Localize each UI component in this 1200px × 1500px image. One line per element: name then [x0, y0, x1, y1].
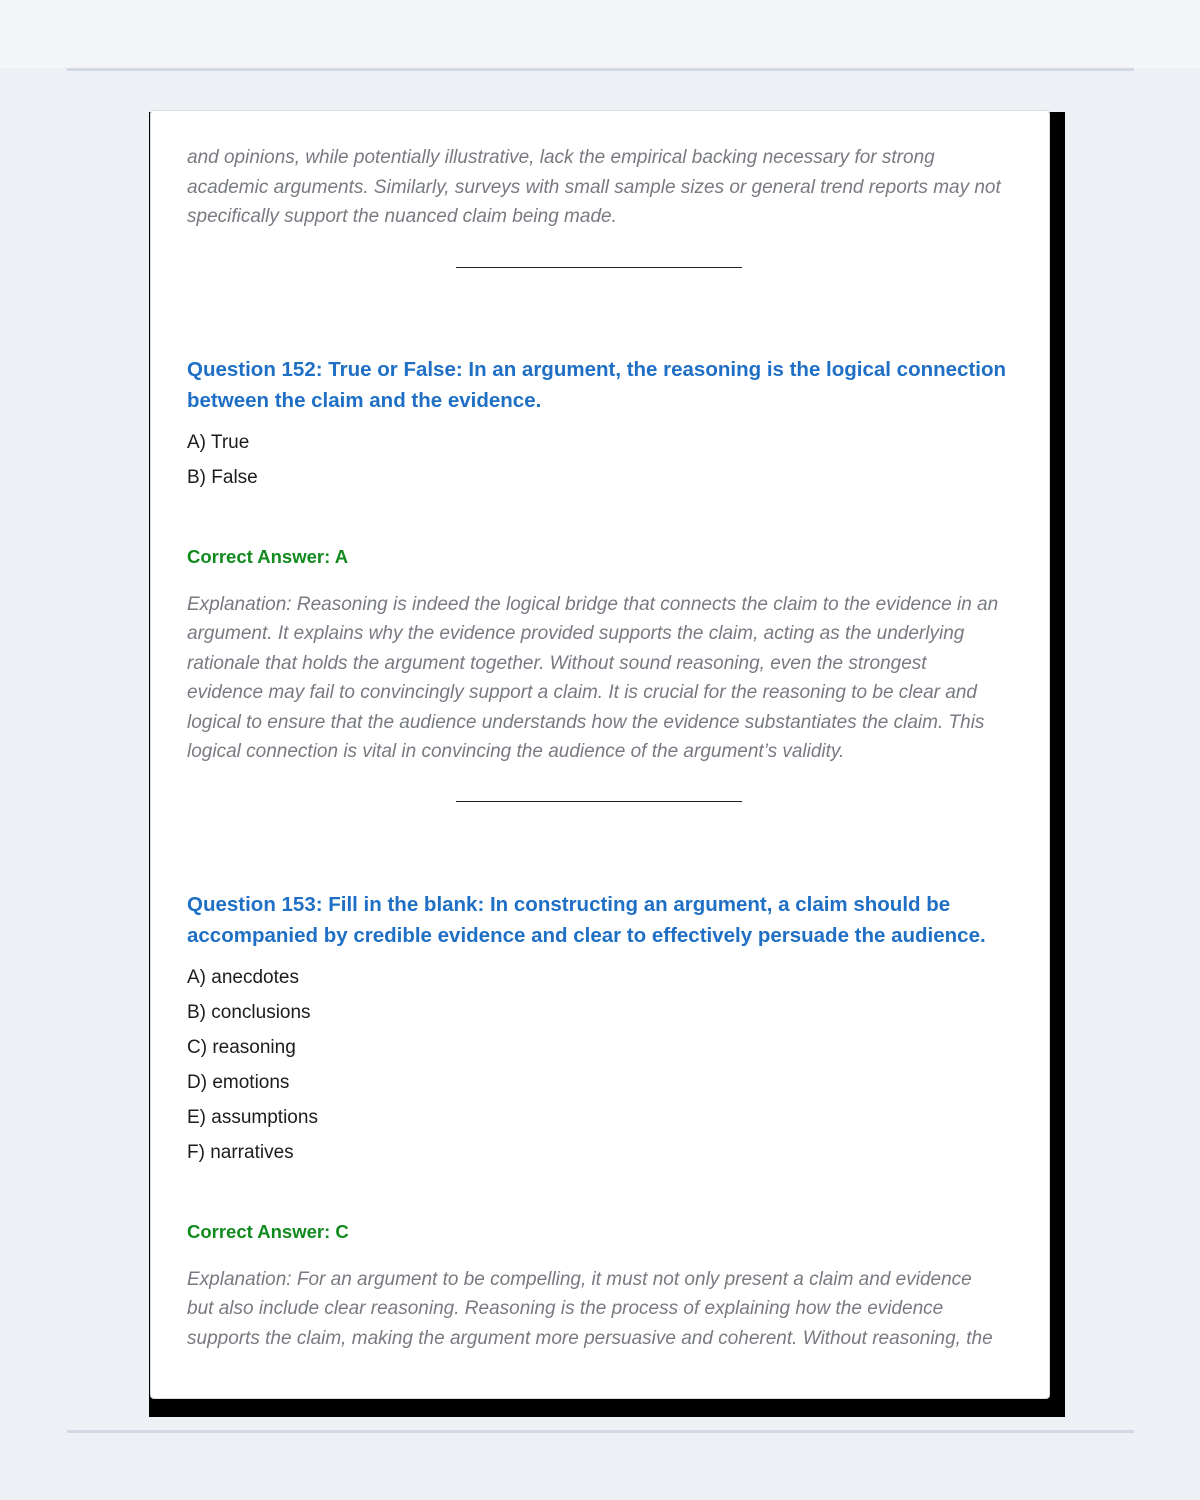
explanation-line: argument. It explains why the evidence provided supports the claim, acting as the underlying	[187, 623, 965, 644]
option-a[interactable]: A) anecdotes	[187, 966, 299, 988]
option-c[interactable]: C) reasoning	[187, 1036, 296, 1058]
intro-explanation	[187, 143, 1017, 232]
question-title-line: between the claim and the evidence.	[187, 388, 542, 412]
explanation-line: and opinions, while potentially illustrative, lack the empirical backing necessary for strong	[187, 147, 935, 168]
option-a[interactable]: A) True	[187, 431, 250, 453]
question-title-line: accompanied by credible evidence and clear to effectively persuade the audience.	[187, 923, 986, 947]
explanation-line: but also include clear reasoning. Reasoning is the process of explaining how the evidence	[187, 1298, 944, 1319]
option-b[interactable]: B) conclusions	[187, 1001, 311, 1023]
question-title-line: Question 152: True or False: In an argument, the reasoning is the logical connection	[187, 357, 1007, 381]
question-title-line: Question 153: Fill in the blank: In constructing an argument, a claim should be	[187, 892, 951, 916]
question-152	[187, 354, 1017, 767]
options-list	[187, 425, 1017, 495]
explanation-line: specifically support the nuanced claim being made.	[187, 206, 617, 227]
option-f[interactable]: F) narratives	[187, 1141, 294, 1163]
section-divider	[456, 801, 742, 802]
document-page	[150, 110, 1050, 1399]
options-list	[187, 960, 1017, 1170]
explanation-line: Explanation: Reasoning is indeed the logical bridge that connects the claim to the evidence in an	[187, 593, 999, 615]
section-divider	[456, 267, 742, 268]
question-153	[187, 889, 1017, 1354]
bottom-rule	[67, 1430, 1134, 1433]
explanation-line: Explanation: For an argument to be compelling, it must not only present a claim and evidence	[187, 1268, 972, 1290]
explanation-line: supports the claim, making the argument more persuasive and coherent. Without reasoning, the	[187, 1327, 993, 1349]
explanation	[187, 1265, 1017, 1354]
page-content	[187, 143, 1017, 1353]
top-band	[0, 0, 1200, 68]
explanation-line: logical to ensure that the audience understands how the evidence substantiates the claim. This	[187, 711, 985, 733]
correct-answer: Correct Answer: C	[187, 1220, 349, 1242]
question-title	[187, 889, 1017, 951]
option-d[interactable]: D) emotions	[187, 1071, 290, 1093]
option-b[interactable]: B) False	[187, 466, 258, 488]
correct-answer: Correct Answer: A	[187, 545, 349, 567]
question-title	[187, 354, 1017, 416]
explanation-line: rationale that holds the argument together. Without sound reasoning, even the strongest	[187, 652, 927, 674]
explanation-line: evidence may fail to convincingly support a claim. It is crucial for the reasoning to be clear and	[187, 682, 977, 703]
top-rule	[67, 68, 1134, 71]
explanation-line: logical connection is vital in convincing the audience of the argument’s validity.	[187, 741, 845, 762]
explanation	[187, 590, 1017, 767]
option-e[interactable]: E) assumptions	[187, 1106, 318, 1128]
explanation-line: academic arguments. Similarly, surveys with small sample sizes or general trend reports may not	[187, 176, 1001, 198]
